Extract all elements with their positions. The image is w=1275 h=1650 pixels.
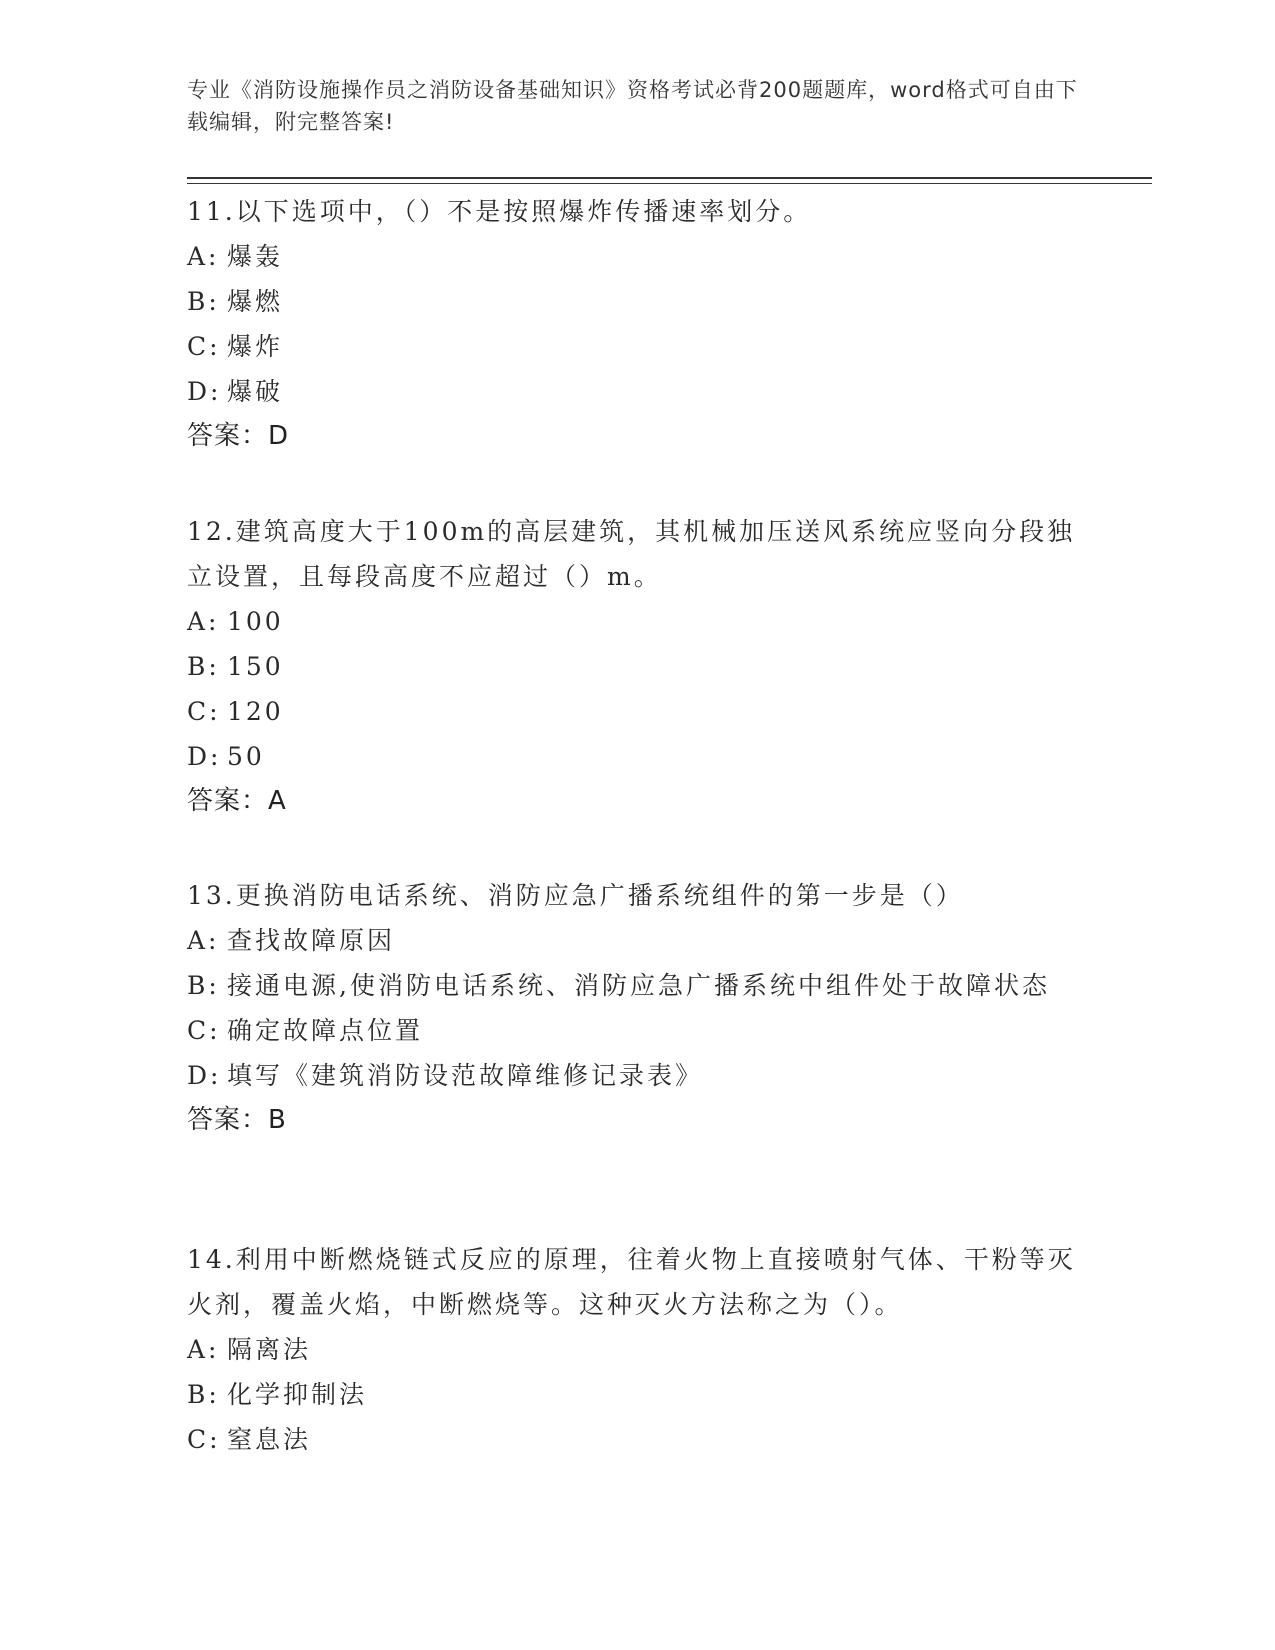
option-letter: B: bbox=[187, 652, 220, 681]
question-stem: 13.更换消防电话系统、消防应急广播系统组件的第一步是（） bbox=[187, 881, 964, 910]
option-text: 确定故障点位置 bbox=[227, 1016, 424, 1045]
document-header: 专业《消防设施操作员之消防设备基础知识》资格考试必背200题题库，word格式可自由下载编辑，附完整答案! bbox=[187, 78, 1078, 134]
option-d bbox=[187, 1053, 1087, 1098]
option-text: 爆轰 bbox=[227, 242, 284, 271]
option-b bbox=[187, 963, 1087, 1008]
question-14 bbox=[187, 1237, 1087, 1462]
option-a bbox=[187, 234, 1087, 279]
option-a bbox=[187, 599, 1087, 644]
question-12 bbox=[187, 509, 1087, 824]
option-text: 100 bbox=[227, 607, 284, 636]
option-c bbox=[187, 1008, 1087, 1053]
option-letter: A: bbox=[187, 1335, 220, 1364]
option-letter: C: bbox=[187, 697, 221, 726]
option-text: 接通电源,使消防电话系统、消防应急广播系统中组件处于故障状态 bbox=[227, 971, 1050, 1000]
option-letter: B: bbox=[187, 971, 220, 1000]
option-text: 窒息法 bbox=[227, 1425, 312, 1454]
option-b bbox=[187, 279, 1087, 324]
option-b bbox=[187, 644, 1087, 689]
header-divider-thick bbox=[187, 177, 1152, 179]
option-letter: A: bbox=[187, 926, 220, 955]
option-text: 隔离法 bbox=[227, 1335, 312, 1364]
option-letter: A: bbox=[187, 242, 220, 271]
option-text: 填写《建筑消防设范故障维修记录表》 bbox=[227, 1061, 704, 1090]
option-a bbox=[187, 1327, 1087, 1372]
question-11 bbox=[187, 189, 1087, 459]
option-letter: C: bbox=[187, 1425, 221, 1454]
option-letter: D: bbox=[187, 377, 222, 406]
option-letter: B: bbox=[187, 1380, 220, 1409]
option-letter: D: bbox=[187, 1061, 222, 1090]
option-letter: A: bbox=[187, 607, 220, 636]
option-letter: B: bbox=[187, 287, 220, 316]
option-b bbox=[187, 1372, 1087, 1417]
question-13 bbox=[187, 873, 1087, 1143]
header-divider-thin bbox=[187, 183, 1152, 184]
option-d bbox=[187, 734, 1087, 779]
option-text: 化学抑制法 bbox=[227, 1380, 368, 1409]
option-text: 150 bbox=[227, 652, 284, 681]
question-stem: 14.利用中断燃烧链式反应的原理，往着火物上直接喷射气体、干粉等灭火剂，覆盖火焰，中断燃烧等。这种灭火方法称之为（）。 bbox=[187, 1245, 1076, 1319]
option-letter: C: bbox=[187, 1016, 221, 1045]
option-text: 50 bbox=[227, 742, 265, 771]
question-stem: 12.建筑高度大于100m的高层建筑，其机械加压送风系统应竖向分段独立设置，且每段高度不应超过（）m。 bbox=[187, 517, 1076, 591]
option-text: 爆破 bbox=[227, 377, 284, 406]
question-stem: 11.以下选项中，（）不是按照爆炸传播速率划分。 bbox=[187, 197, 812, 226]
answer-line: 答案：B bbox=[187, 1105, 287, 1135]
option-text: 120 bbox=[227, 697, 284, 726]
option-c bbox=[187, 1417, 1087, 1462]
option-a bbox=[187, 918, 1087, 963]
option-letter: C: bbox=[187, 332, 221, 361]
option-letter: D: bbox=[187, 742, 222, 771]
option-text: 爆燃 bbox=[227, 287, 284, 316]
option-text: 爆炸 bbox=[227, 332, 284, 361]
answer-line: 答案：A bbox=[187, 786, 287, 816]
option-c bbox=[187, 324, 1087, 369]
answer-line: 答案：D bbox=[187, 421, 290, 451]
option-c bbox=[187, 689, 1087, 734]
option-d bbox=[187, 369, 1087, 414]
option-text: 查找故障原因 bbox=[227, 926, 396, 955]
